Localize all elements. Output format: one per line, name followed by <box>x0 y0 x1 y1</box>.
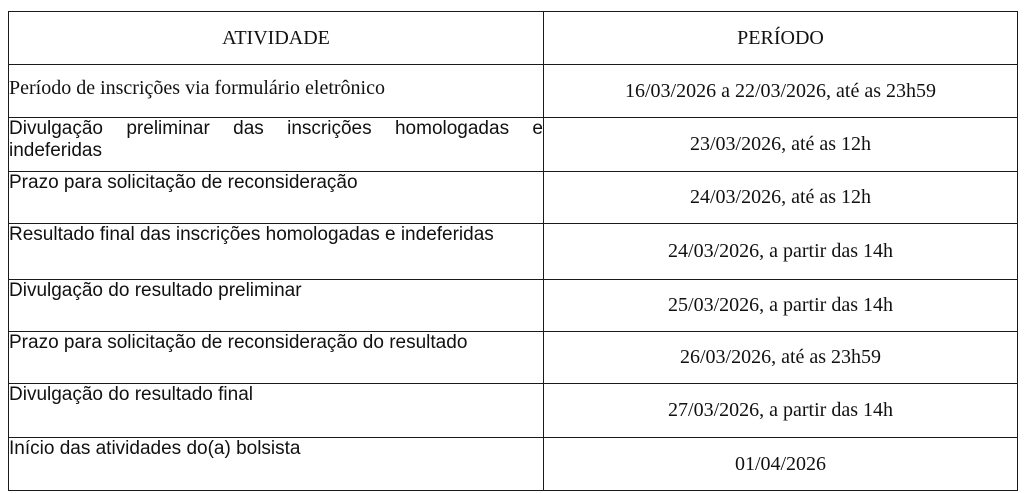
period-cell: 27/03/2026, a partir das 14h <box>544 384 1018 438</box>
activity-cell: Período de inscrições via formulário eletrônico <box>9 65 544 118</box>
activity-cell: Prazo para solicitação de reconsideração <box>9 172 544 224</box>
table-header-row <box>9 12 1018 65</box>
schedule-table <box>8 11 1018 491</box>
period-cell: 24/03/2026, até as 12h <box>544 172 1018 224</box>
table-row <box>9 172 1018 224</box>
period-cell: 26/03/2026, até as 23h59 <box>544 332 1018 384</box>
header-periodo: PERÍODO <box>544 12 1018 65</box>
table-row <box>9 118 1018 172</box>
activity-cell: Prazo para solicitação de reconsideração do resultado <box>9 332 544 384</box>
table-row <box>9 438 1018 491</box>
period-cell: 23/03/2026, até as 12h <box>544 118 1018 172</box>
table-row <box>9 224 1018 280</box>
period-cell: 25/03/2026, a partir das 14h <box>544 280 1018 332</box>
header-atividade: ATIVIDADE <box>9 12 544 65</box>
activity-cell: Início das atividades do(a) bolsista <box>9 438 544 491</box>
activity-cell: Divulgação do resultado preliminar <box>9 280 544 332</box>
period-cell: 16/03/2026 a 22/03/2026, até as 23h59 <box>544 65 1018 118</box>
period-cell: 01/04/2026 <box>544 438 1018 491</box>
table-row <box>9 332 1018 384</box>
table-row <box>9 280 1018 332</box>
activity-cell: Resultado final das inscrições homologadas e indeferidas <box>9 224 544 280</box>
table-row <box>9 65 1018 118</box>
activity-cell: Divulgação do resultado final <box>9 384 544 438</box>
activity-cell: Divulgação preliminar das inscrições homologadas e indeferidas <box>9 118 544 172</box>
period-cell: 24/03/2026, a partir das 14h <box>544 224 1018 280</box>
table-row <box>9 384 1018 438</box>
